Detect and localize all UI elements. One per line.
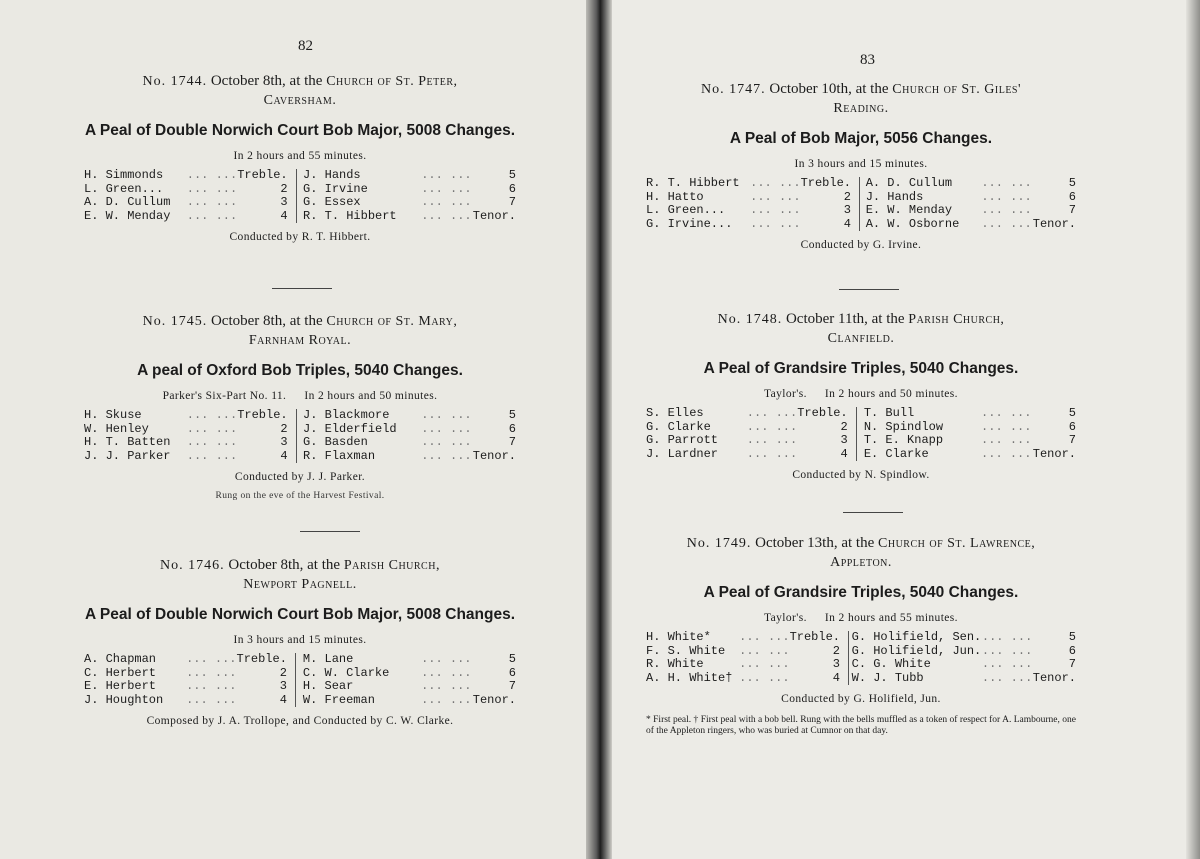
conductor-line: Conducted by J. J. Parker.	[234, 471, 366, 483]
leader-dots: ... ...	[421, 208, 472, 223]
column-divider	[856, 421, 864, 435]
leader-dots: ... ...	[186, 195, 238, 209]
ringer-name: J. J. Parker	[84, 448, 171, 463]
bell-number: 5	[1068, 406, 1076, 420]
entry-header	[84, 556, 516, 594]
leader-dots: ... ...	[981, 446, 1032, 461]
peal-title: A Peal of Bob Major, 5056 Changes.	[729, 130, 993, 147]
ringer-row	[646, 218, 1076, 232]
duration-line	[84, 150, 516, 162]
ringer-row	[646, 407, 1076, 421]
leader-dots: ... ...	[746, 446, 798, 461]
leader-dots: ... ...	[186, 421, 238, 436]
ringer-row	[646, 645, 1076, 659]
peal-number: No. 1744.	[142, 74, 208, 89]
ringer-name: H. Simmonds	[84, 168, 164, 182]
ringer-row	[84, 409, 516, 423]
book-gutter	[586, 0, 612, 859]
ringer-row	[646, 672, 1076, 686]
bell-number: 2	[280, 181, 288, 196]
ringer-name: C. W. Clarke	[302, 665, 390, 680]
bell-number: 6	[1068, 189, 1076, 204]
ringer-name: T. Bull	[863, 406, 915, 420]
ringer-row	[646, 434, 1076, 448]
ringer-name: R. T. Hibbert	[303, 208, 397, 223]
column-divider	[295, 667, 302, 681]
column-divider	[296, 450, 303, 464]
ringers-table	[646, 407, 1076, 461]
section-divider	[843, 512, 903, 513]
ringers-table	[84, 653, 516, 707]
duration-line	[84, 634, 516, 646]
section-divider	[839, 289, 899, 290]
bell-number: 3	[280, 195, 288, 209]
bell-number: 6	[508, 421, 516, 436]
column-divider	[296, 436, 303, 450]
ringer-name: H. T. Batten	[84, 435, 171, 449]
leader-dots: ... ...	[421, 421, 472, 436]
bell-number: 5	[1068, 630, 1076, 644]
bell-number: 7	[508, 435, 516, 449]
ringer-name: J. Hands	[865, 189, 924, 204]
peal-number: No. 1745.	[142, 314, 208, 329]
leader-dots: ... ...	[186, 679, 237, 693]
peal-title: A peal of Oxford Bob Triples, 5040 Changes.	[137, 362, 463, 379]
leader-dots: ... ...	[981, 670, 1033, 685]
method-note: Taylor's.	[764, 388, 807, 400]
leader-dots: ... ...	[739, 670, 790, 685]
duration-line	[646, 388, 1076, 400]
bell-number: 2	[840, 419, 848, 434]
ringer-name: H. Sear	[302, 679, 354, 693]
ringer-name: W. J. Tubb	[851, 670, 924, 685]
bell-number: 2	[832, 643, 840, 658]
ringer-row	[84, 694, 516, 708]
peal-entry	[646, 310, 1076, 481]
ringer-name: L. Green...	[646, 203, 726, 217]
bell-number: 5	[508, 408, 516, 422]
location: Reading.	[833, 101, 889, 116]
bell-number: Tenor.	[1032, 670, 1076, 685]
bell-number: 4	[843, 216, 851, 231]
ringer-name: C. G. White	[851, 657, 931, 671]
leader-dots: ... ...	[186, 652, 237, 666]
right-page	[606, 0, 1200, 859]
leader-dots: ... ...	[421, 435, 472, 449]
bell-number: 2	[279, 665, 287, 680]
location: Appleton.	[830, 555, 892, 570]
ringer-name: J. Blackmore	[303, 408, 390, 422]
entry-header	[646, 310, 1076, 348]
page-edge	[1186, 0, 1200, 859]
bell-number: 5	[1068, 176, 1076, 190]
ringer-row	[84, 450, 516, 464]
duration-line	[646, 612, 1076, 624]
leader-dots: ... ...	[981, 176, 1032, 190]
leader-dots: ... ...	[981, 216, 1032, 231]
peal-date: October 8th, at the	[210, 313, 323, 329]
bell-number: 7	[1068, 203, 1076, 217]
leader-dots: ... ...	[739, 630, 790, 644]
bell-number: 7	[1068, 657, 1076, 671]
conductor-line: Conducted by R. T. Hibbert.	[229, 231, 371, 243]
peal-entry	[646, 534, 1076, 736]
leader-dots: ... ...	[981, 630, 1033, 644]
leader-dots: ... ...	[981, 643, 1033, 658]
leader-dots: ... ...	[981, 189, 1032, 204]
ringer-name: J. Lardner	[646, 446, 719, 461]
bell-number: 4	[832, 670, 840, 685]
peal-date: October 13th, at the	[755, 535, 875, 551]
peal-number: No. 1747.	[700, 82, 766, 97]
ringer-name: G. Essex	[303, 195, 361, 209]
bell-number: 7	[1068, 433, 1076, 447]
leader-dots: ... ...	[186, 208, 238, 223]
peal-entry	[646, 80, 1076, 251]
ringer-name: H. Hatto	[646, 189, 704, 204]
column-divider	[296, 423, 303, 437]
location: Farnham Royal.	[248, 333, 352, 348]
leader-dots: ... ...	[746, 406, 798, 420]
peal-title: A Peal of Grandsire Triples, 5040 Changes.	[703, 360, 1019, 377]
leader-dots: ... ...	[186, 665, 237, 680]
church-name: Church of St. Lawrence,	[878, 536, 1036, 551]
peal-date: October 8th, at the	[210, 73, 323, 89]
ringer-name: A. D. Cullum	[865, 176, 953, 190]
leader-dots: ... ...	[750, 203, 801, 217]
ringer-name: G. Irvine	[303, 181, 368, 196]
leader-dots: ... ...	[981, 203, 1032, 217]
bell-number: 2	[843, 189, 851, 204]
bell-number: Tenor.	[472, 208, 516, 223]
church-name: Church of St. Giles'	[892, 82, 1022, 97]
column-divider	[295, 694, 302, 708]
ringer-row	[646, 631, 1076, 645]
ringer-name: M. Lane	[302, 652, 354, 666]
page-number: 83	[860, 52, 875, 68]
leader-dots: ... ...	[421, 692, 472, 707]
duration: In 2 hours and 55 minutes.	[824, 612, 958, 624]
bell-number: 6	[1068, 419, 1076, 434]
column-divider	[856, 407, 864, 421]
leader-dots: ... ...	[746, 419, 798, 434]
bell-number: 4	[280, 448, 288, 463]
bell-number: Tenor.	[1032, 216, 1076, 231]
conductor-line: Composed by J. A. Trollope, and Conducted by C. W. Clarke.	[146, 715, 454, 727]
ringers-table	[84, 409, 516, 463]
peal-date: October 8th, at the	[228, 557, 341, 573]
ringer-name: H. White*	[646, 630, 711, 644]
leader-dots: ... ...	[421, 679, 472, 693]
ringer-name: G. Holifield, Jun.	[851, 643, 982, 658]
entry-header	[84, 312, 516, 350]
ringer-name: G. Parrott	[646, 433, 719, 447]
ringer-name: E. Clarke	[863, 446, 929, 461]
bell-number: 4	[280, 208, 288, 223]
ringer-name: E. W. Menday	[84, 208, 171, 223]
ringer-name: J. Elderfield	[303, 421, 397, 436]
column-divider	[296, 196, 303, 210]
ringer-name: W. Freeman	[302, 692, 375, 707]
duration-line	[646, 158, 1076, 170]
bell-number: 4	[279, 692, 287, 707]
ringer-name: G. Irvine...	[646, 216, 733, 231]
ringer-row	[84, 196, 516, 210]
leader-dots: ... ...	[421, 168, 472, 182]
section-divider	[272, 288, 332, 289]
section-divider	[300, 531, 360, 532]
duration: In 2 hours and 55 minutes.	[233, 150, 367, 162]
leader-dots: ... ...	[981, 406, 1032, 420]
ringer-row	[646, 448, 1076, 462]
church-name: Church of St. Peter,	[326, 74, 458, 89]
ringer-name: F. S. White	[646, 643, 726, 658]
column-divider	[295, 653, 302, 667]
ringers-table	[646, 631, 1076, 685]
bell-number: 3	[832, 657, 840, 671]
method-note: Taylor's.	[764, 612, 807, 624]
column-divider	[296, 183, 303, 197]
leader-dots: ... ...	[750, 216, 801, 231]
leader-dots: ... ...	[186, 408, 238, 422]
ringer-name: S. Elles	[646, 406, 704, 420]
bell-number: 3	[279, 679, 287, 693]
column-divider	[856, 434, 864, 448]
page-number: 82	[298, 38, 313, 54]
ringer-name: G. Basden	[303, 435, 368, 449]
duration: In 2 hours and 50 minutes.	[304, 390, 438, 402]
peal-entry	[84, 556, 516, 727]
ringer-name: E. W. Menday	[865, 203, 953, 217]
ringer-name: L. Green...	[84, 181, 164, 196]
ringer-name: N. Spindlow	[863, 419, 944, 434]
leader-dots: ... ...	[981, 657, 1033, 671]
location: Clanfield.	[827, 331, 895, 346]
bell-number: Treble.	[236, 652, 287, 666]
leader-dots: ... ...	[750, 176, 801, 190]
ringer-name: H. Skuse	[84, 408, 142, 422]
ringer-row	[646, 177, 1076, 191]
ringer-row	[84, 667, 516, 681]
bell-number: 7	[508, 195, 516, 209]
column-divider	[295, 680, 302, 694]
peal-title: A Peal of Double Norwich Court Bob Major, 5008 Changes.	[84, 606, 516, 623]
ringers-table	[646, 177, 1076, 231]
leader-dots: ... ...	[739, 643, 790, 658]
entry-note: Rung on the eve of the Harvest Festival.	[215, 491, 385, 501]
duration-line	[84, 390, 516, 402]
bell-number: Treble.	[797, 406, 848, 420]
leader-dots: ... ...	[746, 433, 798, 447]
bell-number: 5	[508, 168, 516, 182]
leader-dots: ... ...	[421, 665, 472, 680]
ringer-row	[646, 191, 1076, 205]
ringer-row	[84, 423, 516, 437]
duration: In 3 hours and 15 minutes.	[794, 158, 928, 170]
ringer-name: E. Herbert	[84, 679, 157, 693]
ringer-name: C. Herbert	[84, 665, 157, 680]
peal-date: October 11th, at the	[785, 311, 905, 327]
ringer-name: A. Chapman	[84, 652, 157, 666]
bell-number: 3	[840, 433, 848, 447]
bell-number: Treble.	[800, 176, 851, 190]
bell-number: 6	[508, 181, 516, 196]
column-divider	[296, 210, 303, 224]
location: Caversham.	[263, 93, 337, 108]
ringer-name: T. E. Knapp	[863, 433, 944, 447]
leader-dots: ... ...	[421, 195, 472, 209]
left-page	[0, 0, 592, 859]
peal-title: A Peal of Double Norwich Court Bob Major, 5008 Changes.	[84, 122, 516, 139]
church-name: Parish Church,	[343, 558, 440, 573]
ringer-name: R. T. Hibbert	[646, 176, 740, 190]
conductor-line: Conducted by G. Irvine.	[800, 239, 922, 251]
leader-dots: ... ...	[186, 435, 238, 449]
ringer-name: R. White	[646, 657, 704, 671]
column-divider	[296, 169, 303, 183]
conductor-line: Conducted by N. Spindlow.	[792, 469, 930, 481]
ringer-name: A. H. White†	[646, 670, 733, 685]
ringer-row	[646, 421, 1076, 435]
ringer-row	[646, 658, 1076, 672]
bell-number: Tenor.	[472, 692, 516, 707]
church-name: Church of St. Mary,	[326, 314, 458, 329]
ringer-name: R. Flaxman	[303, 448, 376, 463]
method-note: Parker's Six-Part No. 11.	[162, 390, 287, 402]
bell-number: 2	[280, 421, 288, 436]
leader-dots: ... ...	[750, 189, 801, 204]
bell-number: Tenor.	[472, 448, 516, 463]
leader-dots: ... ...	[981, 419, 1032, 434]
peal-entry	[84, 72, 516, 243]
peal-date: October 10th, at the	[769, 81, 889, 97]
bell-number: Treble.	[237, 408, 288, 422]
ringer-name: A. W. Osborne	[865, 216, 960, 231]
column-divider	[296, 409, 303, 423]
leader-dots: ... ...	[739, 657, 790, 671]
location: Newport Pagnell.	[243, 577, 357, 592]
peal-number: No. 1749.	[686, 536, 752, 551]
leader-dots: ... ...	[186, 168, 238, 182]
peal-number: No. 1746.	[160, 558, 225, 573]
ringer-row	[84, 183, 516, 197]
leader-dots: ... ...	[421, 181, 472, 196]
duration: In 2 hours and 50 minutes.	[824, 388, 958, 400]
conductor-line: Conducted by G. Holifield, Jun.	[781, 693, 941, 705]
ringer-name: G. Clarke	[646, 419, 711, 434]
ringers-table	[84, 169, 516, 223]
leader-dots: ... ...	[421, 652, 472, 666]
ringer-row	[84, 210, 516, 224]
bell-number: 6	[508, 665, 516, 680]
peal-title: A Peal of Grandsire Triples, 5040 Changes.	[703, 584, 1019, 601]
peal-number: No. 1748.	[717, 312, 783, 327]
duration: In 3 hours and 15 minutes.	[233, 634, 367, 646]
bell-number: Tenor.	[1032, 446, 1076, 461]
footnote: * First peal. † First peal with a bob bell. Rung with the bells muffled as a token of respect for A. Lambourne, one of the Appleton ringers, who was buried at Cumnor on that day.	[646, 715, 1076, 736]
ringer-name: G. Holifield, Sen.	[851, 630, 982, 644]
ringer-row	[646, 204, 1076, 218]
bell-number: 4	[840, 446, 848, 461]
column-divider	[856, 448, 864, 462]
leader-dots: ... ...	[186, 448, 238, 463]
leader-dots: ... ...	[421, 448, 472, 463]
ringer-name: J. Hands	[303, 168, 361, 182]
ringer-name: W. Henley	[84, 421, 149, 436]
ringer-row	[84, 436, 516, 450]
bell-number: 5	[508, 652, 516, 666]
entry-header	[84, 72, 516, 110]
bell-number: Treble.	[237, 168, 288, 182]
ringer-row	[84, 653, 516, 667]
church-name: Parish Church,	[908, 312, 1005, 327]
entry-header	[646, 80, 1076, 118]
peal-entry	[84, 312, 516, 501]
bell-number: 3	[280, 435, 288, 449]
leader-dots: ... ...	[981, 433, 1032, 447]
leader-dots: ... ...	[186, 181, 238, 196]
leader-dots: ... ...	[421, 408, 472, 422]
ringer-row	[84, 680, 516, 694]
bell-number: 3	[843, 203, 851, 217]
ringer-name: J. Houghton	[84, 692, 164, 707]
bell-number: 6	[1068, 643, 1076, 658]
bell-number: Treble.	[789, 630, 840, 644]
ringer-name: A. D. Cullum	[84, 195, 171, 209]
bell-number: 7	[508, 679, 516, 693]
ringer-row	[84, 169, 516, 183]
leader-dots: ... ...	[186, 692, 237, 707]
entry-header	[646, 534, 1076, 572]
